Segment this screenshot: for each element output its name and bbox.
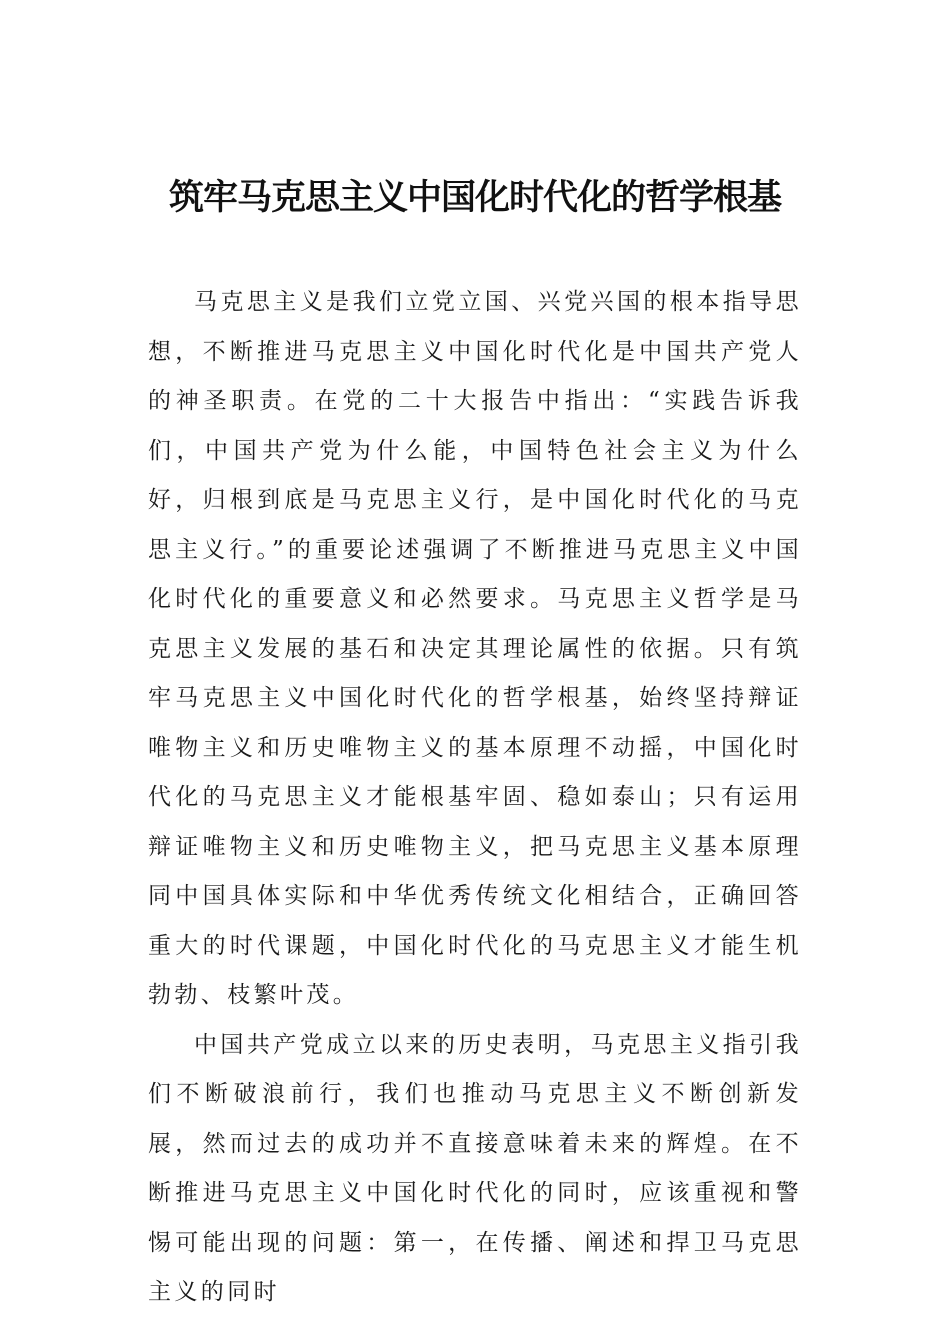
document-body [148,278,802,1318]
body-paragraph-2: 中国共产党成立以来的历史表明，马克思主义指引我们不断破浪前行，我们也推动马克思主义不断创新发展，然而过去的成功并不直接意味着未来的辉煌。在不断推进马克思主义中国化时代化的同时，应该重视和警惕可能出现的问题：第一，在传播、阐述和捍卫马克思主义的同时 [148,1031,802,1305]
document-title: 筑牢马克思主义中国化时代化的哲学根基 [168,177,781,218]
body-paragraph-1: 马克思主义是我们立党立国、兴党兴国的根本指导思想，不断推进马克思主义中国化时代化是中国共产党人的神圣职责。在党的二十大报告中指出：“实践告诉我们，中国共产党为什么能，中国特色社会主义为什么好，归根到底是马克思主义行，是中国化时代化的马克思主义行。”的重要论述强调了不断推进马克思主义中国化时代化的重要意义和必然要求。马克思主义哲学是马克思主义发展的基石和决定其理论属性的依据。只有筑牢马克思主义中国化时代化的哲学根基，始终坚持辩证唯物主义和历史唯物主义的基本原理不动摇，中国化时代化的马克思主义才能根基牢固、稳如泰山；只有运用辩证唯物主义和历史唯物主义，把马克思主义基本原理同中国具体实际和中华优秀传统文化相结合，正确回答重大的时代课题，中国化时代化的马克思主义才能生机勃勃、枝繁叶茂。 [148,289,802,1008]
